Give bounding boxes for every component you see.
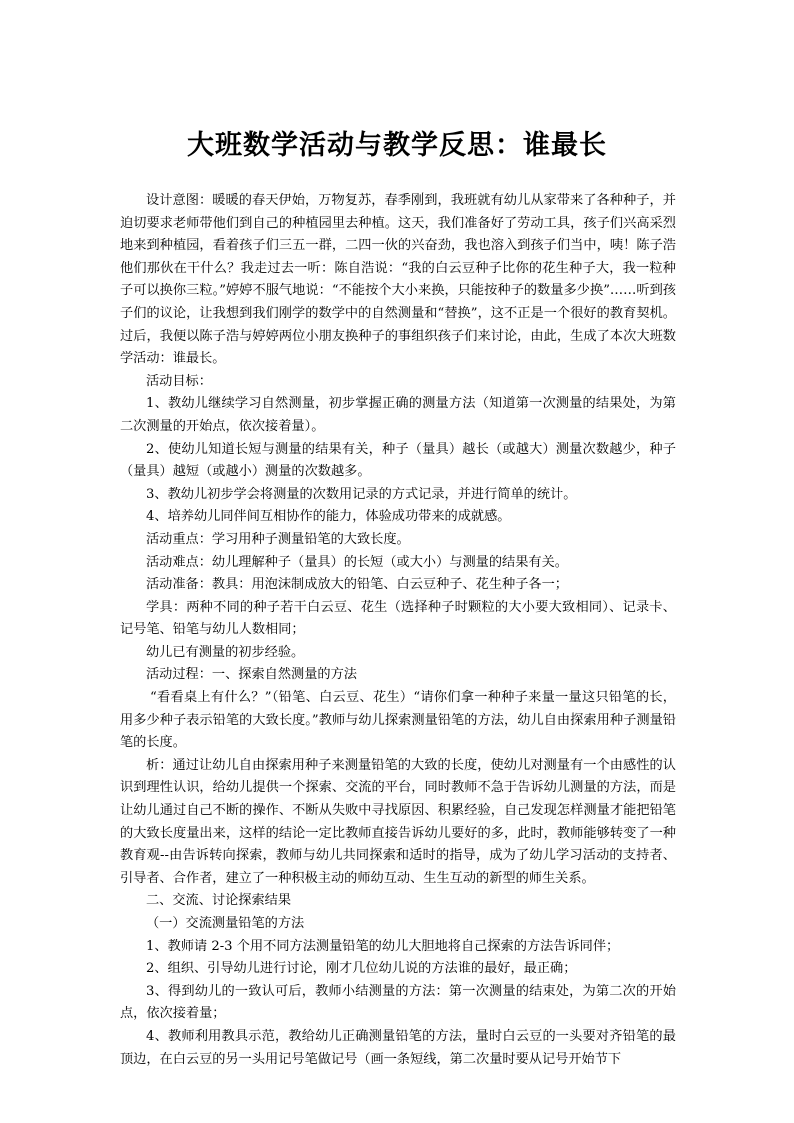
paragraph-process-heading: 活动过程：一、探索自然测量的方法	[146, 667, 357, 683]
document-body	[120, 190, 676, 1071]
paragraph-analysis: 析：通过让幼儿自由探索用种子来测量铅笔的大致的长度，使幼儿对测量有一个由感性的认识到理性认识，给幼儿提供一个探索、交流的平台，同时教师不急于告诉幼儿测量的方法，而是让幼儿通过自己不断的操作、不断从失败中寻找原因、积累经验，自己发现怎样测量才能把铅笔的大致长度量出来，这样的结论一定比教师直接告诉幼儿要好的多，此时，教师能够转变了一种教育观--由告诉转向探索，教师与幼儿共同探索和适时的指导，成为了幼儿学习活动的支持者、引导者、合作者，建立了一种积极主动的师幼互动、生生互动的新型的师生关系。	[120, 757, 676, 886]
paragraph-step-2: 2、组织、引导幼儿进行讨论，刚才几位幼儿说的方法谁的最好，最正确；	[146, 961, 577, 977]
paragraph-prior-experience: 幼儿已有测量的初步经验。	[146, 644, 305, 660]
document-title: 大班数学活动与教学反思：谁最长	[187, 130, 607, 161]
paragraph-step-1: 1、教师请 2-3 个用不同方法测量铅笔的幼儿大胆地将自己探索的方法告诉同伴；	[146, 938, 620, 954]
paragraph-objective-4: 4、培养幼儿同伴间互相协作的能力，体验成功带来的成就感。	[146, 509, 511, 525]
paragraph-preparation-teaching-aids: 活动准备：教具：用泡沫制成放大的铅笔、白云豆种子、花生种子各一；	[146, 577, 568, 593]
paragraph-objective-3: 3、教幼儿初步学会将测量的次数用记录的方式记录，并进行简单的统计。	[146, 486, 577, 502]
paragraph-objective-1: 1、教幼儿继续学习自然测量，初步掌握正确的测量方法（知道第一次测量的结果处，为第二次测量的开始点，依次接着量）。	[120, 396, 676, 434]
paragraph-section-2-heading: 二、交流、讨论探索结果	[146, 893, 292, 909]
paragraph-objectives-heading: 活动目标：	[146, 373, 212, 389]
paragraph-process-dialogue: “看看桌上有什么？”（铅笔、白云豆、花生）“请你们拿一种种子来量一量这只铅笔的长，用多少种子表示铅笔的大致长度。”教师与幼儿探索测量铅笔的方法，幼儿自由探索用种子测量铅笔的长度。	[120, 690, 676, 751]
paragraph-design-intent: 设计意图：暖暖的春天伊始，万物复苏，春季刚到，我班就有幼儿从家带来了各种种子，并迫切要求老师带他们到自己的种植园里去种植。这天，我们准备好了劳动工具，孩子们兴高采烈地来到种植园，看着孩子们三五一群，二四一伙的兴奋劲，我也溶入到孩子们当中，咦！陈子浩他们那伙在干什么？我走过去一听：陈自浩说：“我的白云豆种子比你的花生种子大，我一粒种子可以换你三粒。”婷婷不服气地说：“不能按个大小来换，只能按种子的数量多少换”……听到孩子们的议论，让我想到我们刚学的数学中的自然测量和“替换”，这不正是一个很好的教育契机。过后，我便以陈子浩与婷婷两位小朋友换种子的事组织孩子们来讨论，由此，生成了本次大班数学活动：谁最长。	[120, 193, 676, 367]
paragraph-step-4: 4、教师利用教具示范，教给幼儿正确测量铅笔的方法，量时白云豆的一头要对齐铅笔的最顶边，在白云豆的另一头用记号笔做记号（画一条短线，第二次量时要从记号开始节下	[120, 1028, 676, 1067]
paragraph-key-point: 活动重点：学习用种子测量铅笔的大致长度。	[146, 531, 410, 547]
paragraph-objective-2: 2、使幼儿知道长短与测量的结果有关，种子（量具）越长（或越大）测量次数越少，种子（量具）越短（或越小）测量的次数越多。	[120, 441, 676, 480]
paragraph-step-3: 3、得到幼儿的一致认可后，教师小结测量的方法：第一次测量的结束处，为第二次的开始点，依次接着量；	[120, 983, 676, 1022]
paragraph-preparation-learning-aids: 学具：两种不同的种子若干白云豆、花生（选择种子时颗粒的大小要大致相同）、记录卡、记号笔、铅笔与幼儿人数相同；	[120, 599, 676, 638]
paragraph-subsection-1-heading: （一）交流测量铅笔的方法	[146, 916, 305, 931]
paragraph-difficulty: 活动难点：幼儿理解种子（量具）的长短（或大小）与测量的结果有关。	[146, 554, 568, 570]
